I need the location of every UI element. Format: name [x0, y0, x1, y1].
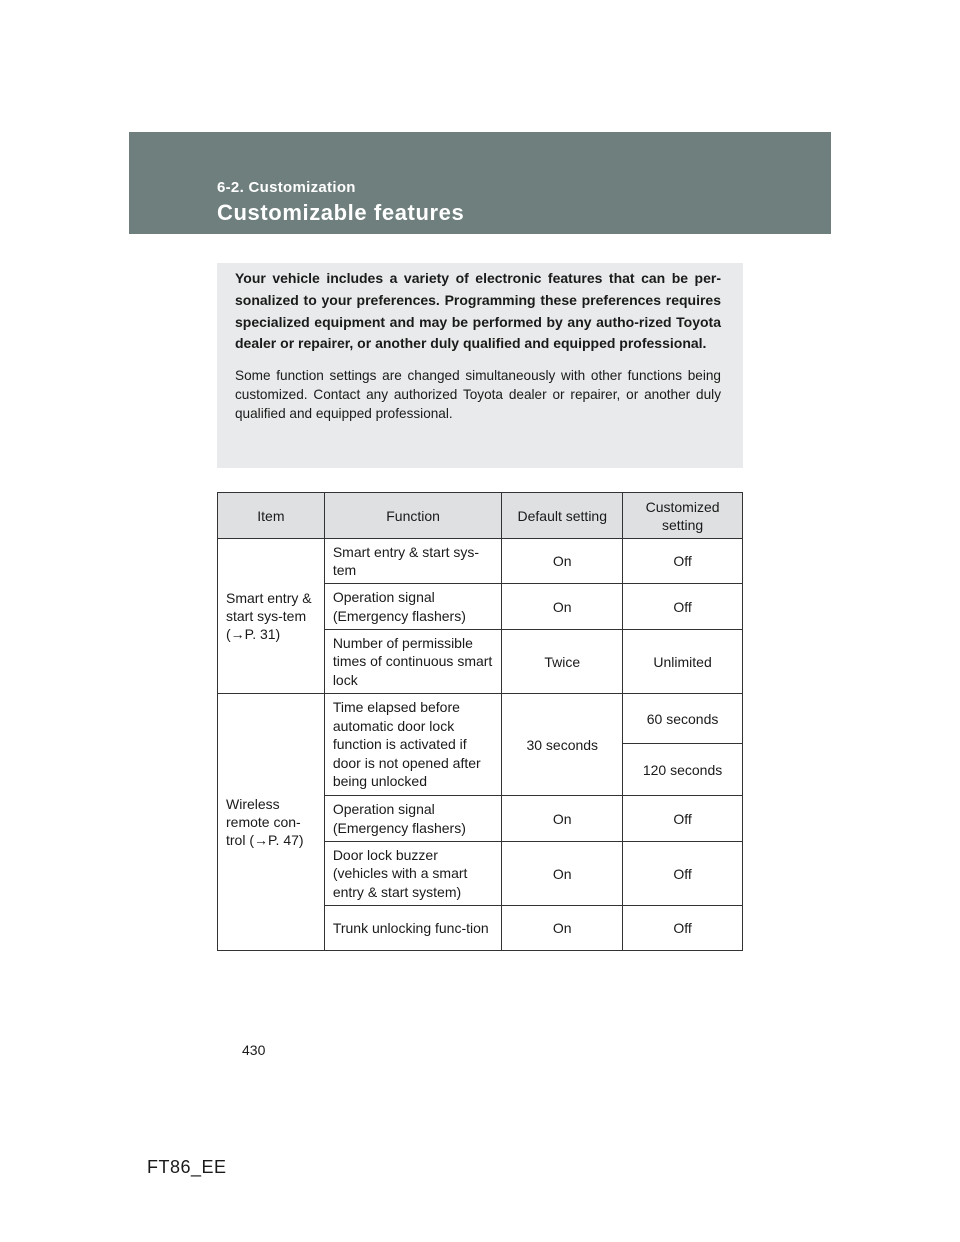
intro-note-paragraph: Some function settings are changed simultaneously with other functions being customized. Contact any authorized Toyota dealer or repairer, or another duly qualified and equipped professional. [235, 368, 721, 422]
function-cell: Trunk unlocking func-tion [324, 906, 502, 951]
function-cell: Time elapsed before automatic door lock function is activated if door is not opened after being unlocked [324, 694, 502, 796]
default-cell: Twice [502, 630, 623, 694]
header-item: Item [218, 493, 325, 539]
table-row [218, 539, 743, 584]
section-label: 6-2. Customization [217, 179, 356, 196]
header-customized-setting: Customized setting [623, 493, 743, 539]
customized-cell: Off [623, 584, 743, 630]
customized-cell: 60 seconds [623, 694, 743, 744]
item-wireless-remote: Wireless remote con-trol (→P. 47) [218, 694, 325, 951]
function-cell: Door lock buzzer (vehicles with a smart entry & start system) [324, 842, 502, 906]
customized-cell: Off [623, 539, 743, 584]
customized-cell: 120 seconds [623, 744, 743, 796]
customized-cell: Off [623, 796, 743, 842]
customized-cell: Off [623, 906, 743, 951]
customizable-features-table [217, 492, 743, 951]
customized-cell: Unlimited [623, 630, 743, 694]
customized-cell: Off [623, 842, 743, 906]
header-function: Function [324, 493, 502, 539]
default-cell: On [502, 584, 623, 630]
item-smart-entry: Smart entry & start sys-tem (→P. 31) [218, 539, 325, 694]
intro-bold-paragraph: Your vehicle includes a variety of electronic features that can be per-sonalized to your preferences. Programming these preferences requires specialized equipment and may be performed by any autho-rized Toyota dealer or repairer, or another duly qualified and equipped professional. [235, 270, 721, 352]
page-title: Customizable features [217, 200, 465, 225]
function-cell: Number of permissible times of continuous smart lock [324, 630, 502, 694]
header-default-setting: Default setting [502, 493, 623, 539]
default-cell: 30 seconds [502, 694, 623, 796]
function-cell: Smart entry & start sys-tem [324, 539, 502, 584]
chapter-header-bar [129, 132, 831, 234]
default-cell: On [502, 796, 623, 842]
function-cell: Operation signal (Emergency flashers) [324, 584, 502, 630]
table-row [218, 694, 743, 744]
table-header-row [218, 493, 743, 539]
page-number: 430 [242, 1042, 266, 1058]
default-cell: On [502, 539, 623, 584]
default-cell: On [502, 842, 623, 906]
default-cell: On [502, 906, 623, 951]
function-cell: Operation signal (Emergency flashers) [324, 796, 502, 842]
document-code: FT86_EE [147, 1157, 227, 1177]
intro-box [217, 263, 743, 468]
